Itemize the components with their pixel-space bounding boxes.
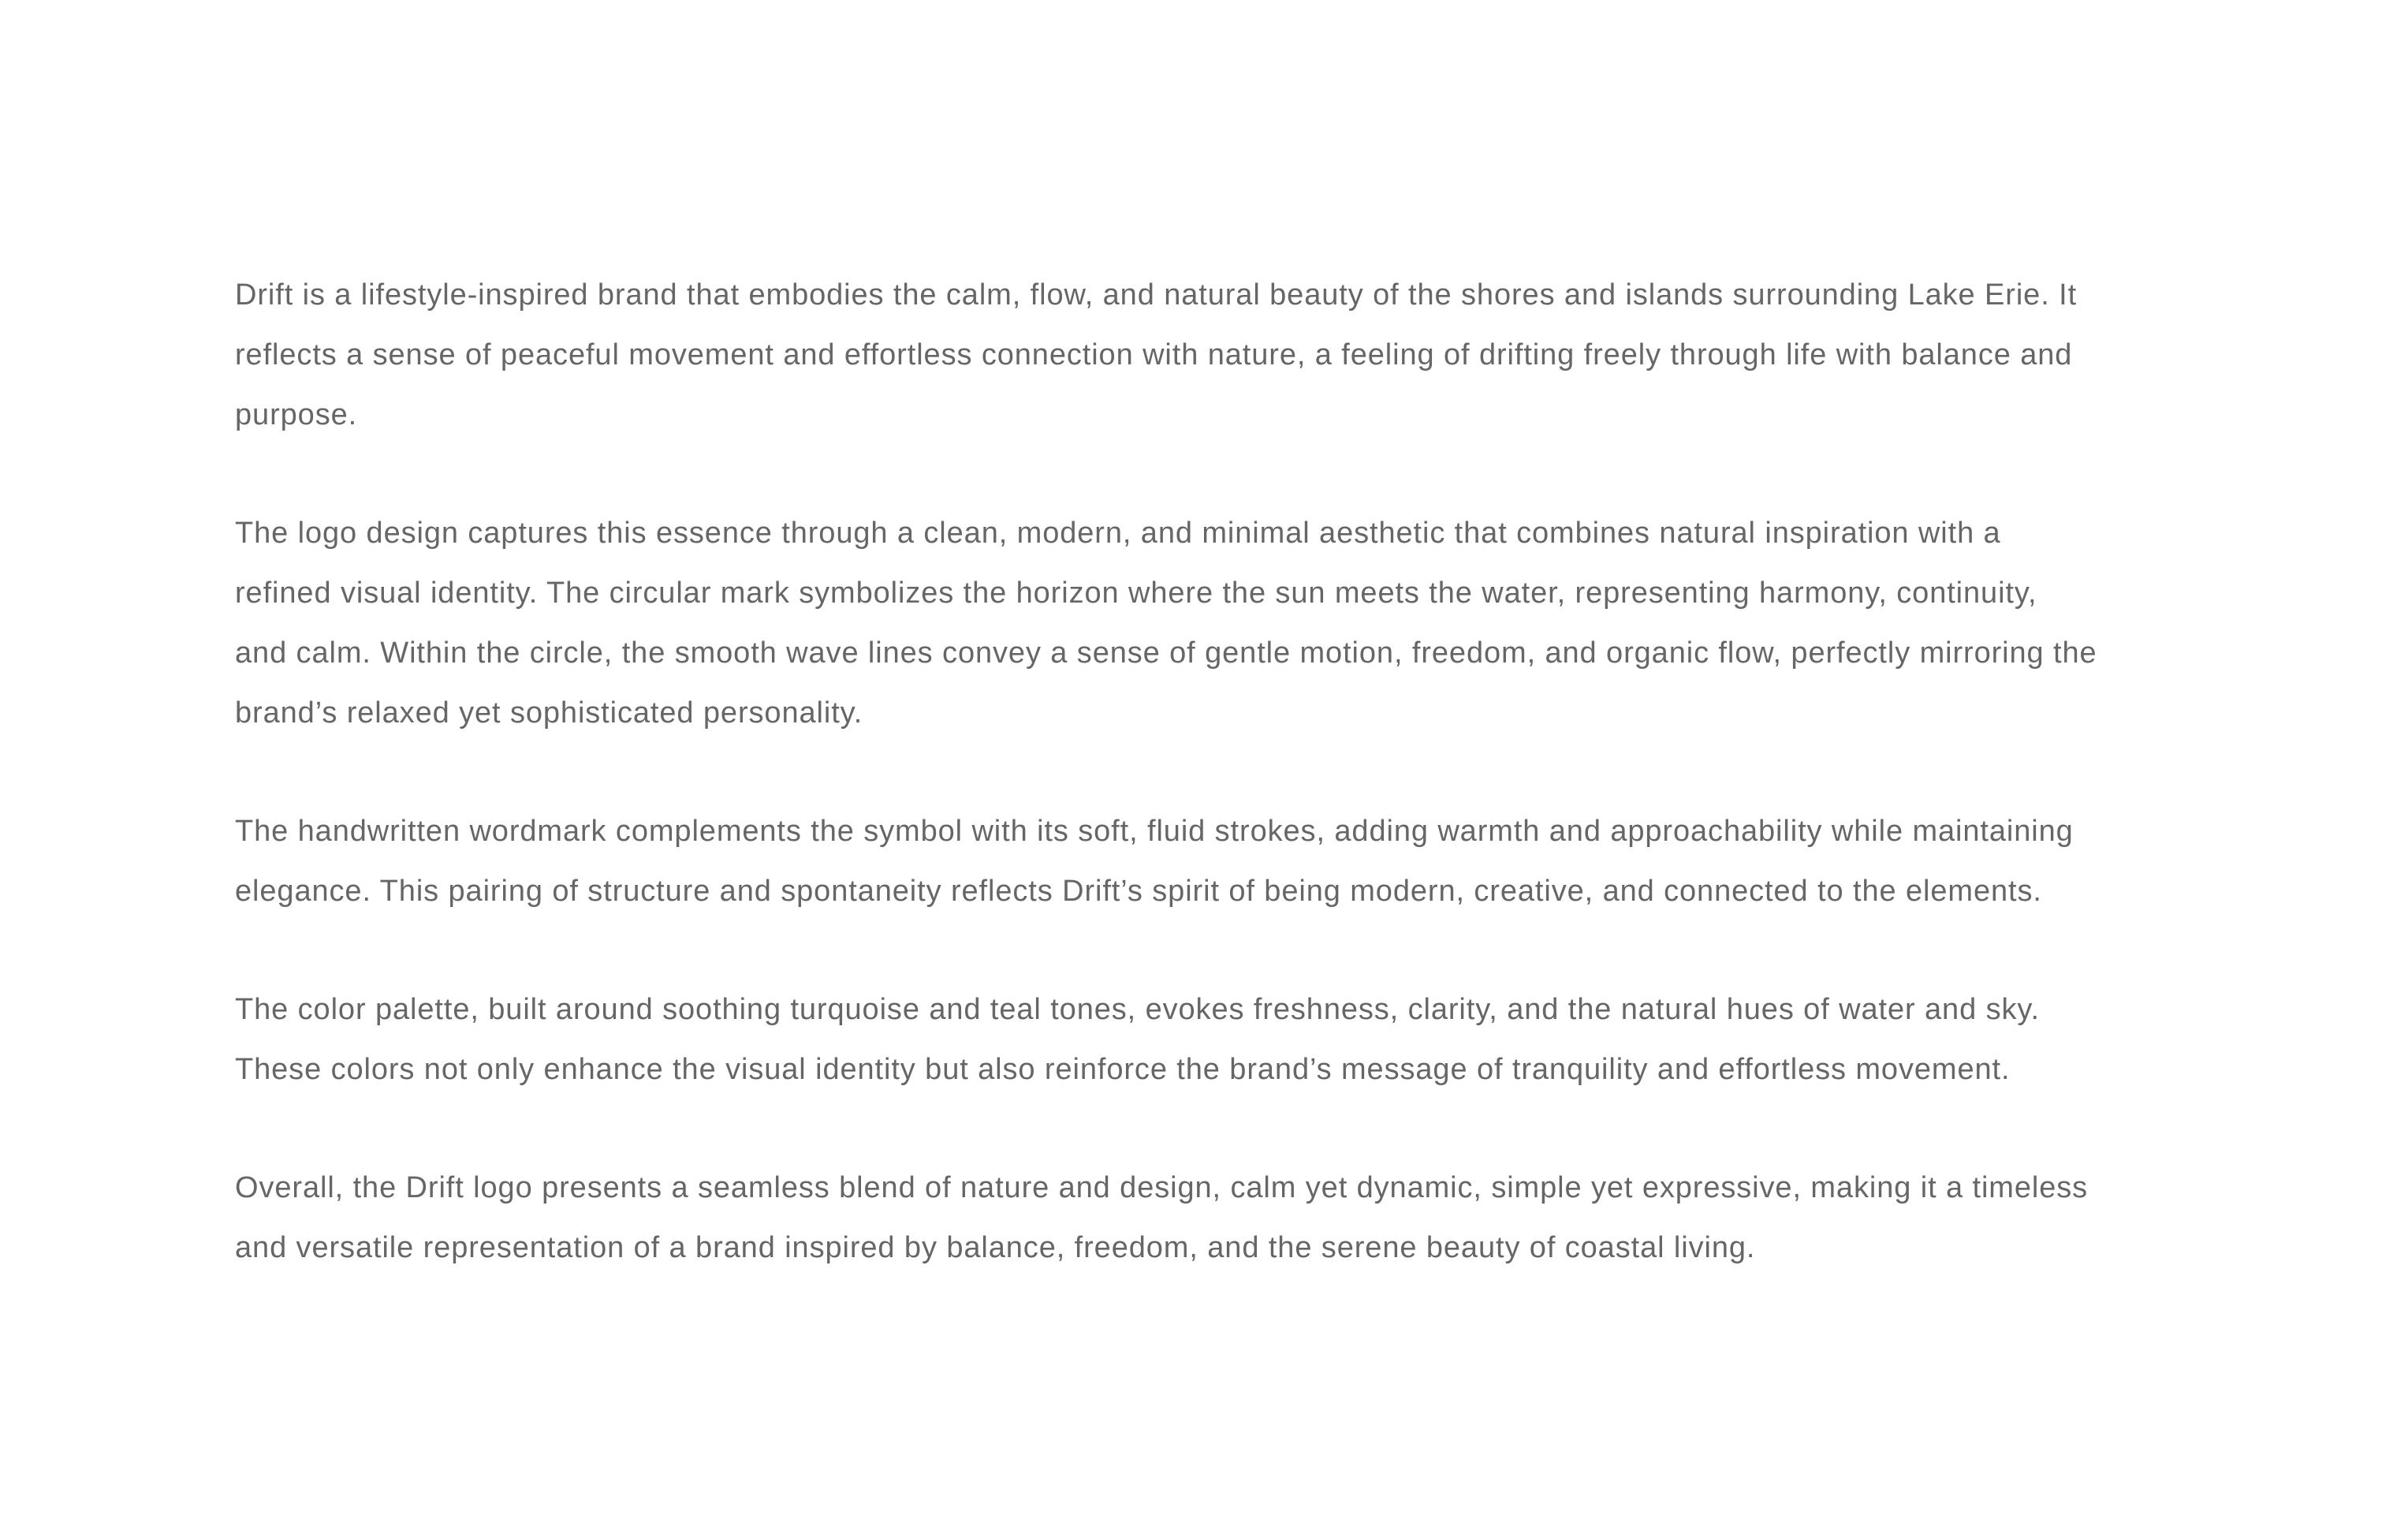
paragraph-logo-design xyxy=(235,503,2222,743)
paragraph-line: purpose. xyxy=(235,398,358,431)
paragraph-line: The color palette, built around soothing turquoise and teal tones, evokes freshness, clarity, and the natural hues of water and sky. xyxy=(235,993,2040,1026)
paragraph-wordmark xyxy=(235,801,2222,921)
paragraph-line: reflects a sense of peaceful movement and effortless connection with nature, a feeling of drifting freely through life with balance and xyxy=(235,338,2073,371)
paragraph-line: and calm. Within the circle, the smooth wave lines convey a sense of gentle motion, freedom, and organic flow, perfectly mirroring the xyxy=(235,636,2097,670)
paragraph-line: refined visual identity. The circular mark symbolizes the horizon where the sun meets the water, representing harmony, continuity, xyxy=(235,577,2037,610)
paragraph-line: These colors not only enhance the visual identity but also reinforce the brand’s message of tranquility and effortless movement. xyxy=(235,1053,2011,1086)
paragraph-line: brand’s relaxed yet sophisticated personality. xyxy=(235,696,863,730)
paragraph-line: Drift is a lifestyle-inspired brand that embodies the calm, flow, and natural beauty of the shores and islands surrounding Lake Erie. It xyxy=(235,278,2078,312)
paragraph-line: The handwritten wordmark complements the symbol with its soft, fluid strokes, adding warmth and approachability while maintaining xyxy=(235,815,2074,848)
paragraph-line: and versatile representation of a brand inspired by balance, freedom, and the serene beauty of coastal living. xyxy=(235,1231,1756,1264)
article-body xyxy=(235,265,2222,1278)
paragraph-line: The logo design captures this essence through a clean, modern, and minimal aesthetic that combines natural inspiration with a xyxy=(235,517,2001,550)
paragraph-color-palette xyxy=(235,980,2222,1099)
paragraph-line: elegance. This pairing of structure and spontaneity reflects Drift’s spirit of being modern, creative, and connected to the elements. xyxy=(235,875,2042,908)
paragraph-overall xyxy=(235,1158,2222,1278)
paragraph-line: Overall, the Drift logo presents a seamless blend of nature and design, calm yet dynamic, simple yet expressive, making it a timeless xyxy=(235,1171,2089,1204)
paragraph-brand-intro xyxy=(235,265,2222,445)
